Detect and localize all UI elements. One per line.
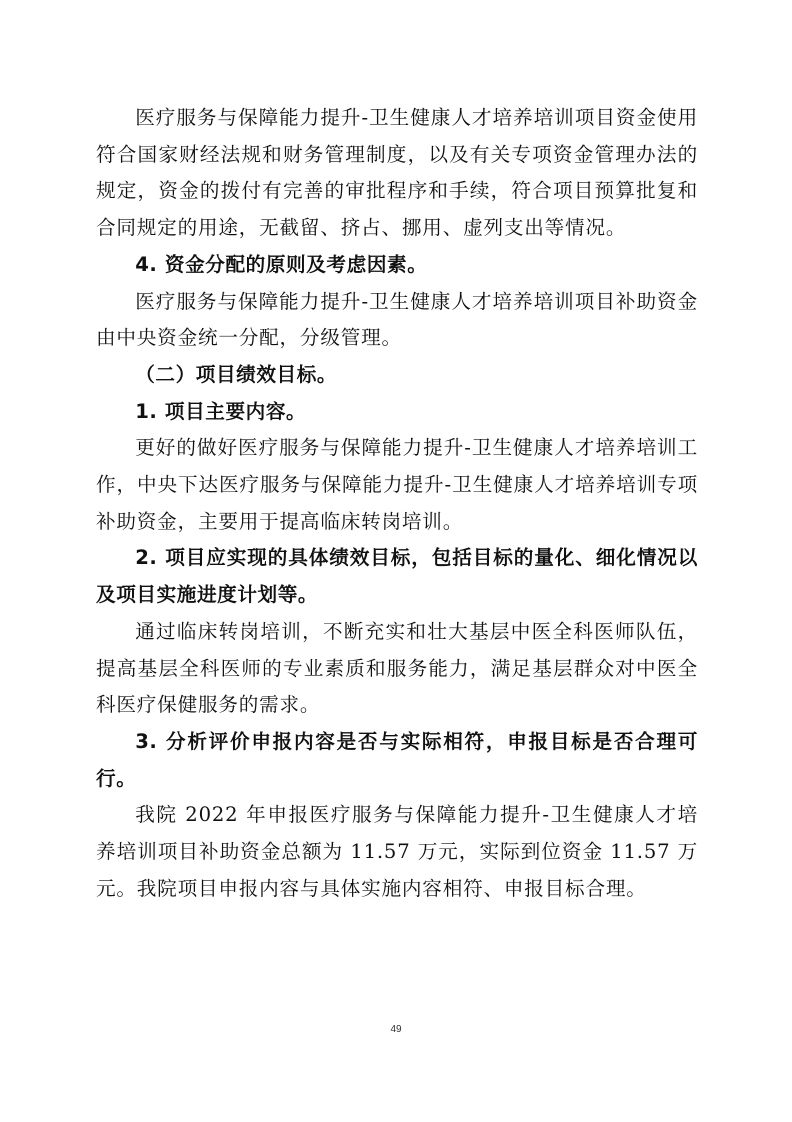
paragraph-fund-usage: 医疗服务与保障能力提升-卫生健康人才培养培训项目资金使用符合国家财经法规和财务管理制度，以及有关专项资金管理办法的规定，资金的拨付有完善的审批程序和手续，符合项目预算批复和合同规定的用途，无截留、挤占、挪用、虚列支出等情况。: [96, 106, 698, 240]
paragraph-evaluation: 我院 2022 年申报医疗服务与保障能力提升-卫生健康人才培养培训项目补助资金总额为 11.57 万元，实际到位资金 11.57 万元。我院项目申报内容与具体实施内容相符、申报目标合理。: [96, 803, 698, 900]
heading-main-content: 1. 项目主要内容。: [135, 399, 307, 423]
heading-evaluation: 3. 分析评价申报内容是否与实际相符，申报目标是否合理可行。: [96, 729, 698, 790]
document-body: [96, 100, 698, 907]
paragraph-specific-goals: 通过临床转岗培训，不断充实和壮大基层中医全科医师队伍，提高基层全科医师的专业素质和服务能力，满足基层群众对中医全科医疗保健服务的需求。: [96, 619, 698, 717]
heading-performance-goals: （二）项目绩效目标。: [135, 362, 338, 386]
paragraph-main-content: 更好的做好医疗服务与保障能力提升-卫生健康人才培养培训工作，中央下达医疗服务与保障能力提升-卫生健康人才培养培训专项补助资金，主要用于提高临床转岗培训。: [96, 436, 698, 533]
heading-fund-allocation: 4. 资金分配的原则及考虑因素。: [135, 252, 428, 276]
heading-specific-goals: 2. 项目应实现的具体绩效目标，包括目标的量化、细化情况以及项目实施进度计划等。: [96, 546, 698, 607]
page-number: 49: [390, 1024, 402, 1035]
paragraph-fund-allocation: 医疗服务与保障能力提升-卫生健康人才培养培训项目补助资金由中央资金统一分配，分级管理。: [96, 289, 698, 350]
